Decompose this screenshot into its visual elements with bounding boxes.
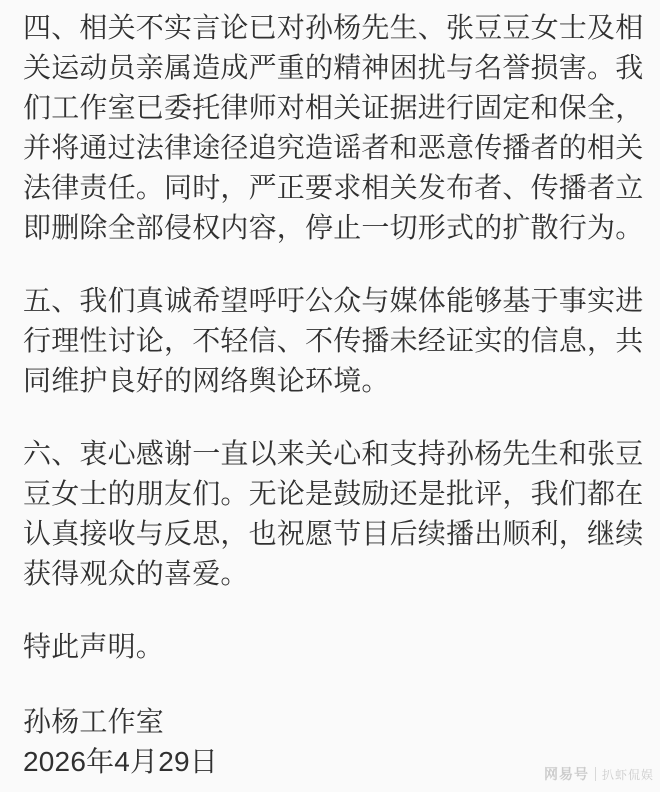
paragraph-five — [23, 281, 644, 401]
date-text: 2026年4月29日 — [23, 746, 219, 777]
statement-line: 行理性讨论，不轻信、不传播未经证实的信息，共 — [23, 325, 644, 356]
watermark — [544, 764, 654, 784]
statement-line: 关运动员亲属造成严重的精神困扰与名誉损害。我 — [23, 52, 644, 83]
statement-line: 并将通过法律途径追究造谣者和恶意传播者的相关 — [23, 132, 644, 163]
statement-line: 四、相关不实言论已对孙杨先生、张豆豆女士及相 — [23, 12, 644, 43]
signature-text: 孙杨工作室 — [23, 706, 165, 737]
paragraph-six — [23, 434, 644, 594]
statement-line: 法律责任。同时，严正要求相关发布者、传播者立 — [23, 172, 644, 203]
watermark-account-name: 扒虾侃娱 — [601, 767, 654, 782]
statement-line: 获得观众的喜爱。 — [23, 558, 249, 589]
statement-line: 认真接收与反思，也祝愿节目后续播出顺利，继续 — [23, 518, 644, 549]
statement-line: 六、衷心感谢一直以来关心和支持孙杨先生和张豆 — [23, 438, 644, 469]
watermark-platform-logo: 网易号 — [543, 766, 589, 782]
statement-line: 同维护良好的网络舆论环境。 — [23, 365, 390, 396]
statement-line: 豆女士的朋友们。无论是鼓励还是批评，我们都在 — [23, 478, 644, 509]
statement-line: 们工作室已委托律师对相关证据进行固定和保全， — [23, 92, 644, 123]
statement-line: 即删除全部侵权内容，停止一切形式的扩散行为。 — [23, 212, 644, 243]
paragraph-four — [23, 8, 644, 248]
closing-block — [23, 627, 644, 667]
watermark-divider — [595, 767, 596, 781]
statement-line: 五、我们真诚希望呼吁公众与媒体能够基于事实进 — [23, 285, 644, 316]
closing-text: 特此声明。 — [23, 631, 165, 662]
